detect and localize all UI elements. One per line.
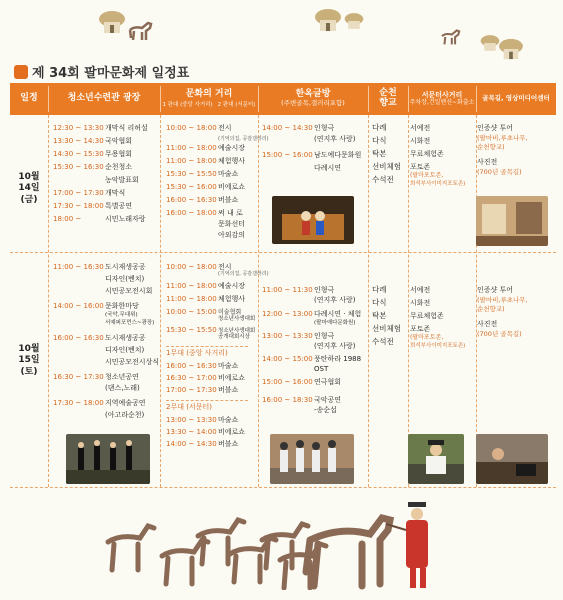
event-name: 청소년공연 <box>105 373 139 381</box>
list-item: (팔마비,루초나무, <box>477 296 528 304</box>
list-item <box>53 163 148 176</box>
event-time: 11:00 ~ 18:00 <box>166 157 217 165</box>
event-time: 16:00 ~ 16:30 <box>166 196 217 204</box>
list-item: 사진전 <box>477 320 498 328</box>
list-item <box>262 355 361 365</box>
event-name: (국악,무대위) <box>105 312 138 318</box>
event-time: 15:00 ~ 16:00 <box>262 378 313 386</box>
day2-hanok-list <box>262 286 361 416</box>
event-name: 서예퍼포먼스~광장) <box>105 320 155 326</box>
event-name: (댄스,노래) <box>105 384 140 392</box>
event-note: (연지후 사랑) <box>314 342 356 350</box>
header-culture <box>160 83 258 115</box>
list-item <box>53 189 148 202</box>
event-name: 개막식 리허설 <box>105 124 148 132</box>
event-name: 써 내 로 <box>218 209 243 217</box>
list-item: 선비체험 <box>372 162 401 171</box>
list-item <box>262 365 361 378</box>
list-item <box>53 384 159 399</box>
event-time: 17:30 ~ 18:00 <box>53 202 104 210</box>
stage1-title: 1무대 (중앙 사거리) <box>166 346 248 362</box>
event-name: 무용협회 <box>105 150 133 158</box>
header-golmok <box>476 83 556 115</box>
page-title <box>14 62 189 81</box>
list-item <box>262 164 361 177</box>
header-date-label: 일정 <box>20 93 38 104</box>
event-time: 14:00 ~ 15:00 <box>262 355 313 363</box>
event-name: 문화한마당 <box>105 302 139 310</box>
list-item <box>166 170 269 183</box>
list-item <box>53 124 148 137</box>
alley-gallery-photo <box>476 196 548 246</box>
day2-culture-list <box>166 263 269 452</box>
list-item <box>53 346 159 358</box>
event-time: 13:00 ~ 13:30 <box>166 416 217 424</box>
day1-suncheon-list <box>372 124 401 189</box>
list-item <box>166 308 269 316</box>
list-item <box>262 124 361 135</box>
event-time: 15:30 ~ 16:30 <box>53 163 104 171</box>
list-item <box>53 287 159 302</box>
day2-suncheon-list <box>372 286 401 351</box>
event-name: 아외감의 <box>218 231 246 239</box>
event-name: 인형극 <box>314 332 335 340</box>
day1-culture-list <box>166 124 269 242</box>
event-name: 마술쇼 <box>218 362 239 370</box>
list-item <box>166 282 269 295</box>
event-time: 15:30 ~ 16:00 <box>166 183 217 191</box>
dance-performance-photo <box>66 434 150 484</box>
horse-illustration <box>128 20 154 42</box>
event-name: 특별공연 <box>105 202 133 210</box>
calligraphy-photo <box>408 434 464 484</box>
list-item: 무료체험존 <box>410 312 444 320</box>
list-item: 서예전 <box>410 124 431 132</box>
event-name: 도시재생공공 <box>105 334 146 342</box>
event-time: 16:00 ~ 18:00 <box>166 209 217 217</box>
event-time: 14:00 ~ 14:30 <box>262 124 313 132</box>
horse-illustration <box>440 28 462 46</box>
event-time: 16:00 ~ 18:30 <box>262 396 313 404</box>
day2-seomun-list <box>410 286 465 351</box>
list-item <box>166 209 269 220</box>
schedule-header <box>10 83 556 115</box>
day2-golmok-list <box>477 286 528 340</box>
list-item <box>53 399 159 411</box>
day2-month: 10월 <box>18 344 40 354</box>
event-time: 15:30 ~ 15:50 <box>166 170 217 178</box>
list-item: 다례 <box>372 285 387 294</box>
list-item: 인증샷 투어 <box>477 286 514 294</box>
event-time: 11:00 ~ 18:00 <box>166 295 217 303</box>
rider-horse-illustration <box>300 500 460 594</box>
list-item <box>53 275 159 287</box>
event-note: (팔마예다문화원) <box>314 320 356 326</box>
event-name: 시민노래자랑 <box>105 215 146 223</box>
list-item: 탁본 <box>372 149 387 158</box>
event-name: 다례시연 <box>314 164 342 172</box>
list-item <box>262 151 361 164</box>
list-item <box>166 428 269 440</box>
header-youth-label: 청소년수련관 광장 <box>67 93 141 104</box>
stage2-title: 2무대 (서문터) <box>166 400 248 416</box>
list-item <box>53 358 159 373</box>
day2-day: 15일 <box>18 355 40 366</box>
day1-weekday: (금) <box>20 194 38 205</box>
day1-hanok-list <box>262 124 361 177</box>
performers-photo <box>270 434 354 484</box>
event-time: 17:30 ~ 18:00 <box>53 399 104 407</box>
list-item <box>53 263 159 275</box>
day1-golmok-list <box>477 124 528 178</box>
list-item: 수석전 <box>372 175 394 184</box>
event-name: 예술시장 <box>218 282 246 290</box>
list-item: 인증샷 투어 <box>477 124 514 132</box>
event-time: 15:30 ~ 15:50 <box>166 326 217 334</box>
event-name: 시민공모전시상식 <box>105 358 160 366</box>
event-name: 미술협회 <box>218 309 242 316</box>
event-name: 마술쇼 <box>218 170 239 178</box>
list-item: (700년 골목길) <box>477 168 522 176</box>
list-item <box>53 320 159 334</box>
list-item <box>262 406 361 416</box>
list-item <box>166 220 269 231</box>
workshop-photo <box>476 434 548 484</box>
event-note: (기억의집, 공감갤러리) <box>218 136 269 142</box>
event-note: (연지후 사랑) <box>314 296 356 304</box>
event-name: 시민공모전시회 <box>105 287 153 295</box>
list-item <box>166 440 269 452</box>
event-name: 예술시장 <box>218 144 246 152</box>
event-name: 디자인(벤치) <box>105 275 145 283</box>
event-name: 청소년사생대회 <box>218 328 256 334</box>
day2-youth-list <box>53 263 159 423</box>
event-note: 청소년사생대회 <box>218 316 256 322</box>
event-time: 14:00 ~ 16:00 <box>53 302 104 310</box>
hut-illustration <box>498 38 524 60</box>
list-item: 순천향교) <box>477 143 505 151</box>
list-item <box>53 137 148 150</box>
list-item: 희석부사이미지포토존) <box>410 343 466 349</box>
header-culture-sub1: 1 판대 (중앙 사거리) <box>162 101 213 108</box>
header-seomun <box>408 83 476 115</box>
day1-youth-list <box>53 124 148 228</box>
event-time: 10:00 ~ 18:00 <box>166 263 217 271</box>
list-item: 선비체험 <box>372 324 401 333</box>
list-item <box>166 295 269 308</box>
list-item <box>166 183 269 196</box>
header-culture-sub2: 2 판대 (서문터) <box>217 101 256 108</box>
list-item: (팔마비,루초나무, <box>477 134 528 142</box>
list-item <box>166 374 269 386</box>
event-name: 전시 <box>218 263 232 271</box>
event-time: 14:00 ~ 14:30 <box>166 440 217 448</box>
list-item: 사진전 <box>477 158 498 166</box>
event-time: 10:00 ~ 15:00 <box>166 308 217 316</box>
list-item <box>166 196 269 209</box>
list-item <box>262 332 361 342</box>
list-item: 시화전 <box>410 299 431 307</box>
header-youth <box>48 83 160 115</box>
event-time: 11:00 ~ 18:00 <box>166 144 217 152</box>
header-hanok-label: 한옥글방 <box>295 89 331 100</box>
list-item: 다례 <box>372 123 387 132</box>
list-item: 무료체험존 <box>410 150 444 158</box>
event-name: 비에로쇼 <box>218 374 246 382</box>
header-culture-label: 문화의 거리 <box>185 89 233 100</box>
event-name: 디자인(벤치) <box>105 346 145 354</box>
event-time: 18:00 ~ <box>53 215 82 223</box>
header-golmok-label: 골목길, 영상미디어센터 <box>482 94 550 103</box>
event-name: 마술쇼 <box>218 416 239 424</box>
list-item: (팔마포토존, <box>410 334 444 341</box>
event-name: 풍탄하라 1988 <box>314 355 362 363</box>
header-hanok-sub: (주변골목,갤러리포함) <box>281 99 345 108</box>
event-time: 12:30 ~ 13:30 <box>53 124 104 132</box>
page-title-text: 제 34회 팔마문화제 일정표 <box>32 66 190 81</box>
event-time: 16:00 ~ 16:30 <box>53 334 104 342</box>
header-hanok <box>258 83 368 115</box>
list-item <box>262 310 361 320</box>
event-name: 국악협회 <box>105 137 133 145</box>
event-time: 13:00 ~ 13:30 <box>262 332 313 340</box>
event-name: 전시 <box>218 124 232 132</box>
festival-logo-icon <box>14 65 28 79</box>
horses-illustration <box>100 512 330 590</box>
event-name: -송순섭 <box>314 406 337 414</box>
puppet-show-photo <box>272 196 354 244</box>
event-name: 개막식 <box>105 189 126 197</box>
event-name: 순천청소 <box>105 163 133 171</box>
event-time: 16:00 ~ 16:30 <box>166 362 217 370</box>
hut-illustration <box>98 10 126 34</box>
list-item <box>166 416 269 428</box>
list-item <box>53 150 148 163</box>
list-item <box>53 373 159 384</box>
event-name: OST <box>314 365 329 373</box>
list-item <box>53 176 148 189</box>
list-item: 탁본 <box>372 311 387 320</box>
event-time: 11:00 ~ 16:30 <box>53 263 104 271</box>
event-name: 인형극 <box>314 286 335 294</box>
list-item: (팔마포토존, <box>410 172 444 179</box>
list-item: 희석부사이미지포토존) <box>410 181 466 187</box>
event-name: 다례시연 · 체험 <box>314 310 362 318</box>
event-name: 문화선터 <box>218 220 246 228</box>
list-item: 서예전 <box>410 286 431 294</box>
event-name: 인형극 <box>314 124 335 132</box>
event-name: 체험행사 <box>218 157 246 165</box>
event-name: 버블쇼 <box>218 440 239 448</box>
event-name: 도시재생공공 <box>105 263 146 271</box>
event-name: 비에로쇼 <box>218 183 246 191</box>
event-name: 국악공연 <box>314 396 342 404</box>
event-name: 지역예술공연 <box>105 399 146 407</box>
header-seomun-label: 서문터사거리 <box>421 90 463 99</box>
event-note: 공개대회시상 <box>218 334 250 340</box>
list-item <box>166 362 269 374</box>
event-time: 10:00 ~ 18:00 <box>166 124 217 132</box>
list-item: 다식 <box>372 298 387 307</box>
day1-month: 10월 <box>18 172 40 182</box>
event-time: 16:30 ~ 17:00 <box>166 374 217 382</box>
list-item <box>53 215 148 228</box>
event-time: 17:00 ~ 17:30 <box>166 386 217 394</box>
event-time: 13:30 ~ 14:00 <box>166 428 217 436</box>
day1-date <box>10 172 48 206</box>
event-name: 연극협회 <box>314 378 342 386</box>
event-time: 15:00 ~ 16:00 <box>262 151 313 159</box>
event-name: 비에로쇼 <box>218 428 246 436</box>
event-name: 버블쇼 <box>218 196 239 204</box>
event-time: 11:00 ~ 11:30 <box>262 286 313 294</box>
header-date <box>10 83 48 115</box>
event-name: 체험행사 <box>218 295 246 303</box>
list-item: 다식 <box>372 136 387 145</box>
event-time: 12:00 ~ 13:00 <box>262 310 313 318</box>
event-name: 버블쇼 <box>218 386 239 394</box>
list-item: 순천향교) <box>477 305 505 313</box>
list-item <box>53 312 159 320</box>
list-item: 포토존 <box>410 163 431 171</box>
list-item <box>262 378 361 396</box>
list-item <box>166 386 269 400</box>
list-item <box>166 231 269 242</box>
hut-illustration <box>314 8 342 32</box>
list-item <box>262 286 361 296</box>
event-time: 11:00 ~ 18:00 <box>166 282 217 290</box>
list-item: 수석전 <box>372 337 394 346</box>
event-time: 16:30 ~ 17:30 <box>53 373 104 381</box>
header-suncheon-label: 순천 향교 <box>379 88 397 108</box>
event-name: 남도예다문화원 <box>314 151 362 159</box>
list-item <box>166 157 269 170</box>
header-seomun-sub: 주차장,건일맨션~화출소 <box>409 98 475 106</box>
list-item <box>262 396 361 406</box>
list-item <box>53 334 159 346</box>
list-item: 포토존 <box>410 325 431 333</box>
list-item <box>166 144 269 157</box>
list-item <box>53 302 159 312</box>
list-item <box>53 202 148 215</box>
event-name: 농악발표회 <box>105 176 139 184</box>
event-time: 17:00 ~ 17:30 <box>53 189 104 197</box>
event-name: (아고라순천) <box>105 411 145 419</box>
day1-day: 14일 <box>18 183 40 194</box>
event-note: (연지후 사랑) <box>314 135 356 143</box>
list-item <box>166 326 269 334</box>
header-suncheon <box>368 83 408 115</box>
event-note: (기억의집, 공감갤러리) <box>218 271 269 277</box>
list-item: (700년 골목길) <box>477 330 522 338</box>
day1-seomun-list <box>410 124 465 189</box>
hut-illustration <box>344 12 364 30</box>
list-item <box>53 411 159 423</box>
day2-weekday: (토) <box>20 366 38 377</box>
hut-illustration <box>480 34 500 52</box>
event-time: 14:30 ~ 15:30 <box>53 150 104 158</box>
list-item: 시화전 <box>410 137 431 145</box>
day2-date <box>10 344 48 378</box>
event-time: 13:30 ~ 14:30 <box>53 137 104 145</box>
